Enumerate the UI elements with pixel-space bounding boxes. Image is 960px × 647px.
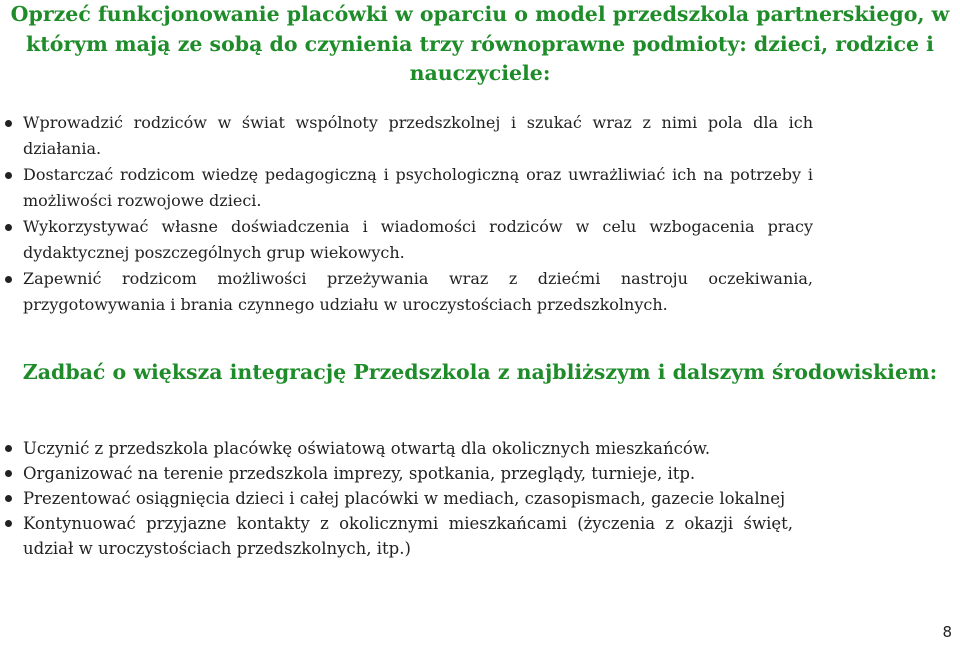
list-item-text: Wykorzystywać własne doświadczenia i wiadomości rodziców w celu wzbogacenia pracy dydaktycznej poszczególnych grup wiekowych. <box>23 217 813 262</box>
list-item-text: Prezentować osiągnięcia dzieci i całej placówki w mediach, czasopismach, gazecie lokalnej <box>23 489 786 508</box>
list-item-text: Kontynuować przyjazne kontakty z okolicznymi mieszkańcami (życzenia z okazji święt, udział w uroczystościach przedszkolnych, itp.) <box>23 514 793 558</box>
list-item-text: Wprowadzić rodziców w świat wspólnoty przedszkolnej i szukać wraz z nimi pola dla ich działania. <box>23 113 813 158</box>
bullet-icon <box>5 520 12 527</box>
list-item <box>23 461 793 486</box>
partnership-goals-list <box>23 110 813 318</box>
integration-goals-list <box>23 436 793 561</box>
bullet-icon <box>5 470 12 477</box>
list-item <box>23 110 813 162</box>
list-item <box>23 486 793 511</box>
bullet-icon <box>5 172 12 179</box>
list-item-text: Zapewnić rodzicom możliwości przeżywania wraz z dziećmi nastroju oczekiwania, przygotowywania i brania czynnego udziału w uroczystościach przedszkolnych. <box>23 269 813 314</box>
list-item <box>23 162 813 214</box>
list-item-text: Organizować na terenie przedszkola imprezy, spotkania, przeglądy, turnieje, itp. <box>23 464 696 483</box>
list-item <box>23 436 793 461</box>
list-item <box>23 511 793 561</box>
bullet-icon <box>5 495 12 502</box>
bullet-icon <box>5 445 12 452</box>
section-heading-integration: Zadbać o większa integrację Przedszkola z najbliższym i dalszym środowiskiem: <box>22 360 938 384</box>
page-number: 8 <box>942 623 952 641</box>
section-heading-partnership: Oprzeć funkcjonowanie placówki w oparciu o model przedszkola partnerskiego, w którym mają ze sobą do czynienia trzy równoprawne podmioty: dzieci, rodzice i nauczyciele: <box>10 2 950 85</box>
bullet-icon <box>5 276 12 283</box>
list-item-text: Uczynić z przedszkola placówkę oświatową otwartą dla okolicznych mieszkańców. <box>23 439 711 458</box>
bullet-icon <box>5 224 12 231</box>
list-item <box>23 266 813 318</box>
list-item-text: Dostarczać rodzicom wiedzę pedagogiczną i psychologiczną oraz uwrażliwiać ich na potrzeby i możliwości rozwojowe dzieci. <box>23 165 813 210</box>
list-item <box>23 214 813 266</box>
bullet-icon <box>5 120 12 127</box>
